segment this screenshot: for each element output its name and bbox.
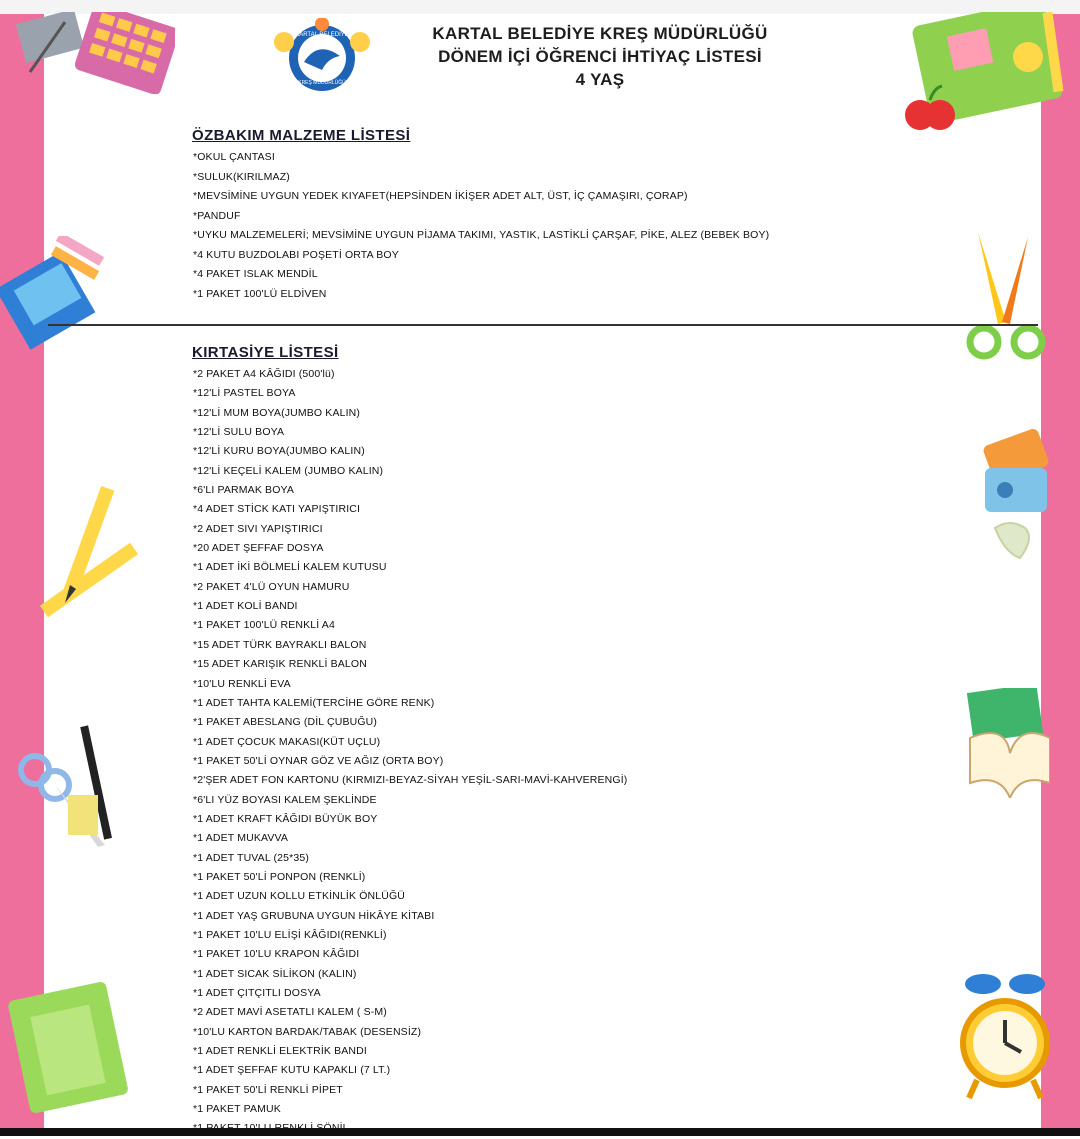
title-block [390, 22, 810, 91]
left-pink-border [0, 14, 44, 1128]
list-item: *6'LI PARMAK BOYA [193, 484, 295, 497]
list-item: *OKUL ÇANTASI [193, 151, 275, 163]
title-line-1: KARTAL BELEDİYE KREŞ MÜDÜRLÜĞÜ [432, 24, 768, 43]
scissors-icon [958, 232, 1053, 364]
list-item: *12'Lİ SULU BOYA [193, 426, 285, 439]
list-item: *SULUK(KIRILMAZ) [193, 170, 290, 183]
list-item: *2 PAKET 4'LÜ OYUN HAMURU [193, 580, 350, 593]
list-item: *1 ADET SICAK SİLİKON (KALIN) [193, 967, 357, 980]
books-icon [0, 236, 120, 356]
logo-inner-text: KREŞ MÜDÜRLÜĞÜ [298, 80, 346, 86]
list-item: *15 ADET TÜRK BAYRAKLI BALON [193, 638, 367, 651]
list-item: *6'LI YÜZ BOYASI KALEM ŞEKLİNDE [193, 793, 377, 806]
list-item: *1 ADET ÇITÇITLI DOSYA [193, 987, 321, 999]
list-item: *1 PAKET PAMUK [193, 1103, 281, 1116]
list-item: *1 PAKET 50'Lİ RENKLİ PİPET [193, 1083, 343, 1096]
header [270, 16, 810, 96]
list-item: *1 ADET UZUN KOLLU ETKİNLİK ÖNLÜĞÜ [193, 890, 406, 903]
list-item: *1 ADET TAHTA KALEMİ(TERCİHE GÖRE RENK) [193, 696, 435, 709]
kres-logo [270, 18, 370, 94]
list-item: *2 PAKET A4 KÂĞIDI (500'lü) [193, 368, 335, 380]
notebook-apple-icon [900, 12, 1070, 137]
list-item: *1 PAKET ABESLANG (DİL ÇUBUĞU) [193, 716, 378, 729]
title-line-2: DÖNEM İÇİ ÖĞRENCİ İHTİYAÇ LİSTESİ [438, 47, 762, 66]
ozbakim-list [193, 148, 769, 304]
right-pink-border [1041, 14, 1080, 1128]
list-item: *1 ADET TUVAL (25*35) [193, 851, 309, 864]
section-title-ozbakim: ÖZBAKIM MALZEME LİSTESİ [192, 127, 411, 144]
list-item: *12'Lİ KURU BOYA(JUMBO KALIN) [193, 445, 365, 458]
list-item: *12'Lİ KEÇELİ KALEM (JUMBO KALIN) [193, 464, 384, 477]
list-item: *1 ADET KRAFT KÂĞIDI BÜYÜK BOY [193, 812, 378, 825]
list-item: *1 ADET İKİ BÖLMELİ KALEM KUTUSU [193, 561, 387, 574]
list-item: *PANDUF [193, 209, 241, 222]
calculator-icon [10, 12, 175, 94]
list-item: *4 KUTU BUZDOLABI POŞETİ ORTA BOY [193, 248, 399, 261]
list-item: *20 ADET ŞEFFAF DOSYA [193, 542, 324, 555]
list-item: *2 ADET MAVİ ASETATLI KALEM ( S-M) [193, 1006, 387, 1019]
list-item: *1 ADET ŞEFFAF KUTU KAPAKLI (7 LT.) [193, 1064, 391, 1077]
list-item: *1 PAKET 10'LU ELİŞİ KÂĞIDI(RENKLİ) [193, 928, 387, 941]
list-item: *15 ADET KARIŞIK RENKLİ BALON [193, 658, 367, 671]
bottom-bar [0, 1128, 1080, 1136]
section-title-kirtasiye: KIRTASİYE LİSTESİ [192, 344, 339, 361]
list-item: *10'LU RENKLİ EVA [193, 677, 291, 690]
open-book-icon [965, 688, 1050, 798]
list-item: *MEVSİMİNE UYGUN YEDEK KIYAFET(HEPSİNDEN İKİŞER ADET ALT, ÜST, İÇ ÇAMAŞIRI, ÇORAP) [193, 190, 688, 202]
pencils-icon [40, 485, 140, 635]
list-item: *1 PAKET 50'Lİ PONPON (RENKLİ) [193, 870, 366, 883]
list-item: *1 PAKET 100'LÜ ELDİVEN [193, 287, 327, 300]
title-line-3: 4 YAŞ [575, 70, 625, 89]
list-item: *1 ADET MUKAVVA [193, 832, 289, 845]
list-item: *1 PAKET 10'LU KRAPON KÂĞIDI [193, 948, 360, 961]
list-item: *1 ADET YAŞ GRUBUNA UYGUN HİKÂYE KİTABI [193, 909, 435, 922]
list-item: *1 PAKET 50'Lİ OYNAR GÖZ VE AĞIZ (ORTA BOY) [193, 754, 444, 767]
list-item: *2 ADET SIVI YAPIŞTIRICI [193, 522, 323, 535]
kirtasiye-list [193, 365, 627, 1139]
logo-arc-text: KARTAL BELEDİYE [295, 32, 349, 38]
list-item: *12'Lİ MUM BOYA(JUMBO KALIN) [193, 406, 361, 419]
pen-scissors-icon [10, 725, 125, 860]
section-divider [48, 324, 1038, 326]
green-notebook-icon [8, 980, 138, 1115]
list-item: *12'Lİ PASTEL BOYA [193, 387, 296, 400]
list-item: *1 ADET RENKLİ ELEKTRİK BANDI [193, 1045, 367, 1058]
sharpener-icon [975, 428, 1065, 568]
list-item: *4 PAKET ISLAK MENDİL [193, 268, 318, 280]
list-item: *1 ADET KOLİ BANDI [193, 600, 298, 613]
list-item: *1 ADET ÇOCUK MAKASI(KÜT UÇLU) [193, 735, 381, 748]
list-item: *UYKU MALZEMELERİ; MEVSİMİNE UYGUN PİJAMA TAKIMI, YASTIK, LASTİKLİ ÇARŞAF, PİKE, ALEZ (BEBEK BOY) [193, 229, 770, 241]
list-item: *10'LU KARTON BARDAK/TABAK (DESENSİZ) [193, 1025, 422, 1038]
list-item: *1 PAKET 100'LÜ RENKLİ A4 [193, 619, 335, 632]
list-item: *2'ŞER ADET FON KARTONU (KIRMIZI-BEYAZ-SİYAH YEŞİL-SARI-MAVİ-KAHVERENGİ) [193, 774, 628, 787]
list-item: *4 ADET STİCK KATI YAPIŞTIRICI [193, 503, 361, 516]
alarm-clock-icon [955, 968, 1055, 1123]
